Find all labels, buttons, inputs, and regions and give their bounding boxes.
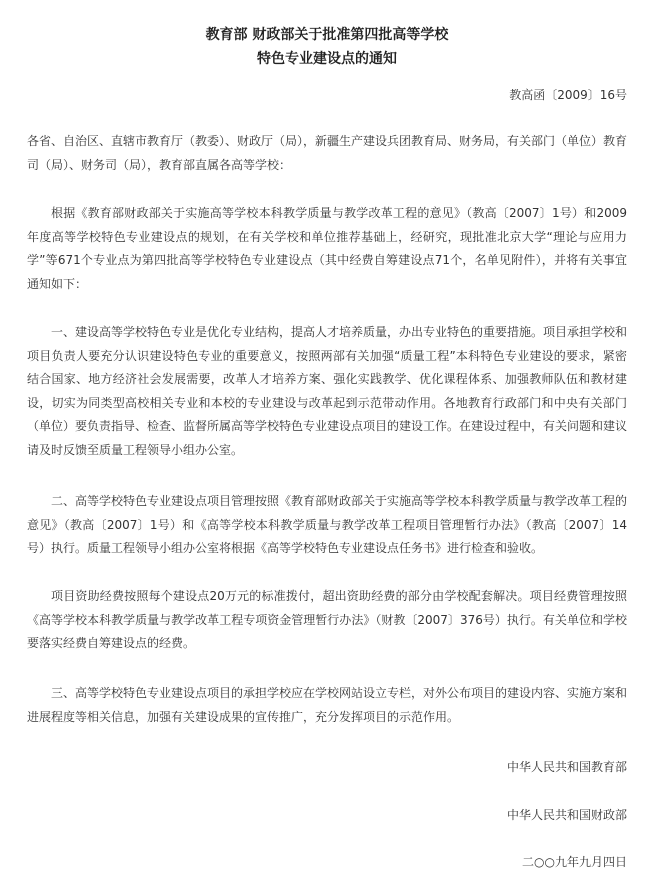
signatory-ministry-of-finance: 中华人民共和国财政部 — [506, 808, 627, 822]
document-date: 二○○九年九月四日 — [522, 855, 627, 869]
paragraph-section-2: 二、高等学校特色专业建设点项目管理按照《教育部财政部关于实施高等学校本科教学质量与教学改革工程的意见》（教高〔2007〕1号）和《高等学校本科教学质量与教学改革工程项目管理暂行办法》（教高〔2007〕14号）执行。质量工程领导小组办公室将根据《高等学校特色专业建设点任务书》进行检查和验收。 — [27, 494, 628, 556]
signatory-ministry-of-education: 中华人民共和国教育部 — [506, 760, 627, 774]
paragraph-section-3: 三、高等学校特色专业建设点项目的承担学校应在学校网站设立专栏，对外公布项目的建设内容、实施方案和进展程度等相关信息，加强有关建设成果的宣传推广，充分发挥项目的示范作用。 — [27, 686, 628, 724]
salutation: 各省、自治区、直辖市教育厅（教委）、财政厅（局），新疆生产建设兵团教育局、财务局，有关部门（单位）教育司（局）、财务司（局），教育部直属各高等学校： — [27, 134, 628, 172]
document-title-line-1: 教育部 财政部关于批准第四批高等学校 — [205, 27, 449, 43]
document-title-line-2: 特色专业建设点的通知 — [257, 51, 397, 67]
paragraph-basis: 根据《教育部财政部关于实施高等学校本科教学质量与教学改革工程的意见》（教高〔2007〕1号）和2009年度高等学校特色专业建设点的规划，在有关学校和单位推荐基础上，经研究，现批准北京大学“理论与应用力学”等671个专业点为第四批高等学校特色专业建设点（其中经费自筹建设点71个，名单见附件），并将有关事宜通知如下： — [27, 206, 627, 291]
paragraph-funding: 项目资助经费按照每个建设点20万元的标准拨付，超出资助经费的部分由学校配套解决。项目经费管理按照《高等学校本科教学质量与教学改革工程专项资金管理暂行办法》（财教〔2007〕376号）执行。有关单位和学校要落实经费自筹建设点的经费。 — [27, 589, 627, 651]
paragraph-section-1: 一、建设高等学校特色专业是优化专业结构，提高人才培养质量，办出专业特色的重要措施。项目承担学校和项目负责人要充分认识建设特色专业的重要意义，按照两部有关加强“质量工程”本科特色专业建设的要求，紧密结合国家、地方经济社会发展需要，改革人才培养方案、强化实践教学、优化课程体系、加强教师队伍和教材建设，切实为同类型高校相关专业和本校的专业建设与改革起到示范带动作用。各地教育行政部门和中央有关部门（单位）要负责指导、检查、监督所属高等学校特色专业建设点项目的建设工作。在建设过程中，有关问题和建议请及时反馈至质量工程领导小组办公室。 — [27, 325, 628, 457]
document-number: 教高函〔2009〕16号 — [509, 88, 627, 102]
